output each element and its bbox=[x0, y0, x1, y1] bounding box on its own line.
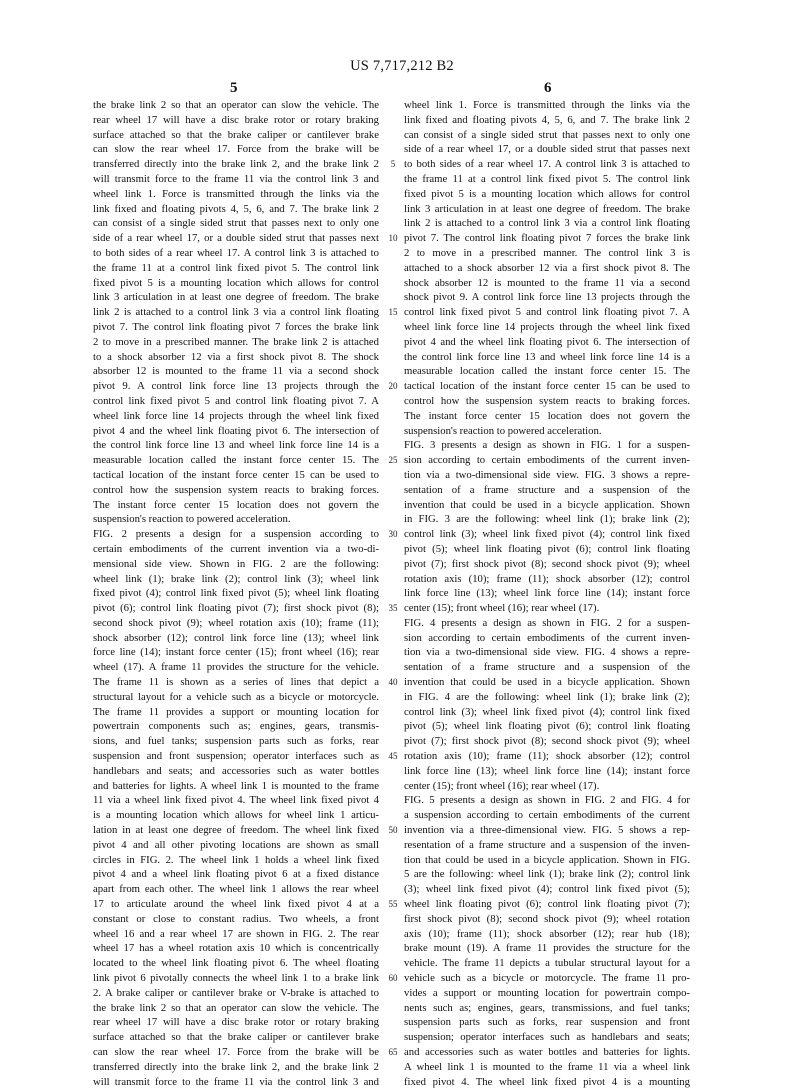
text-line: will transmit force to the frame 11 via the control link 3 and bbox=[93, 172, 379, 185]
text-line: pivot (5); wheel link floating pivot (6); control link floating bbox=[404, 542, 690, 555]
text-line: wheel link force line 14 projects through the wheel link fixed bbox=[93, 409, 379, 422]
text-line: invention that could be used in a bicycle application. Shown bbox=[404, 498, 690, 511]
text-line: transferred directly into the brake link 2, and the brake link 2 bbox=[93, 1060, 379, 1073]
text-line: the control link force line 13 and wheel link force line 14 is a bbox=[404, 350, 690, 363]
text-line: a suspension according to certain embodiments of the current bbox=[404, 809, 690, 822]
text-line: suspension's reaction to powered acceleration. bbox=[93, 513, 291, 526]
text-line: FIG. 4 presents a design as shown in FIG. 2 for a suspen- bbox=[404, 616, 690, 629]
text-line: sion according to certain embodiments of the current inven- bbox=[404, 454, 690, 467]
text-line: wheel link (1); brake link (2); control link (3); wheel link bbox=[93, 572, 379, 585]
text-line: transferred directly into the brake link 2, and the brake link 2 bbox=[93, 158, 379, 171]
text-line: pivot (6); control link floating pivot (7); first shock pivot (8); bbox=[93, 602, 379, 615]
text-line: wheel (17). A frame 11 provides the structure for the vehicle. bbox=[93, 661, 379, 674]
text-line: to a shock absorber 12 via a first shock pivot 8. The shock bbox=[93, 350, 379, 363]
line-number: 10 bbox=[388, 233, 398, 244]
line-number-gutter bbox=[384, 98, 402, 1058]
text-line: and accessories such as water bottles and batteries for lights. bbox=[404, 1046, 690, 1058]
text-line: vides a support or mounting location for powertrain compo- bbox=[404, 986, 690, 999]
text-line: 2 to move in a prescribed manner. The control link 3 is bbox=[404, 246, 690, 259]
text-line: to both sides of a rear wheel 17. A control link 3 is attached to bbox=[404, 158, 690, 171]
text-line: sentation of a frame structure and a suspension of the bbox=[404, 661, 690, 674]
text-line: powertrain components such as; engines, gears, transmis- bbox=[93, 720, 379, 733]
text-line: shock absorber 12 is mounted to the frame 11 via a second bbox=[404, 276, 690, 289]
text-line: 17 to articulate around the wheel link fixed pivot 4 at a bbox=[93, 898, 379, 911]
text-line: suspension's reaction to powered acceleration. bbox=[404, 424, 602, 437]
right-text-column bbox=[404, 98, 690, 1088]
text-line: link force line (13); wheel link force line (14); instant force bbox=[404, 587, 690, 600]
text-line: wheel link force line 14 projects through the wheel link fixed bbox=[404, 320, 690, 333]
text-line: axis (10); frame (11); shock absorber (12); rear hub (18); bbox=[404, 927, 690, 940]
text-line: sion according to certain embodiments of the current inven- bbox=[404, 631, 690, 644]
text-line: control link fixed pivot 5 and control link floating pivot 7. A bbox=[404, 306, 690, 319]
text-line: pivot 7. The control link floating pivot 7 forces the brake link bbox=[93, 320, 379, 333]
line-number: 60 bbox=[388, 973, 398, 984]
text-line: suspension; operator interfaces such as handlebars and seats; bbox=[404, 1031, 690, 1044]
text-line: suspension and front suspension; operator interfaces such as bbox=[93, 750, 379, 763]
text-line: side of a rear wheel 17, or a double sided strut that passes next bbox=[404, 143, 690, 156]
text-line: control how the suspension system reacts to braking forces. bbox=[404, 394, 690, 407]
text-line: control link fixed pivot 5 and control link floating pivot 7. A bbox=[93, 394, 379, 407]
text-line: tactical location of the instant force center 15 can be used to bbox=[93, 468, 379, 481]
line-number: 50 bbox=[388, 825, 398, 836]
line-number: 30 bbox=[388, 529, 398, 540]
left-column-number: 5 bbox=[230, 80, 238, 96]
text-line: first shock pivot (8); second shock pivot (9); wheel rotation bbox=[404, 912, 690, 925]
text-line: tion via a two-dimensional side view. FIG. 4 shows a repre- bbox=[404, 646, 690, 659]
line-number: 20 bbox=[388, 381, 398, 392]
right-column-number: 6 bbox=[544, 80, 552, 96]
text-line: mensional side view. Shown in FIG. 2 are the following: bbox=[93, 557, 379, 570]
text-line: 11 via a wheel link fixed pivot 4. The wheel link fixed pivot 4 bbox=[93, 794, 379, 807]
text-line: FIG. 5 presents a design as shown in FIG. 2 and FIG. 4 for bbox=[404, 794, 690, 807]
text-line: pivot (5); wheel link floating pivot (6); control link floating bbox=[404, 720, 690, 733]
text-line: tactical location of the instant force center 15 can be used to bbox=[404, 380, 690, 393]
text-line: fixed pivot 5 is a mounting location which allows for control bbox=[404, 187, 690, 200]
text-line: rotation axis (10); frame (11); shock absorber (12); control bbox=[404, 572, 690, 585]
text-line: control how the suspension system reacts to braking forces. bbox=[93, 483, 379, 496]
text-line: wheel 17 has a wheel rotation axis 10 which is concentrically bbox=[93, 942, 379, 955]
text-line: sions, and fuel tanks; suspension parts such as forks, rear bbox=[93, 735, 379, 748]
text-line: 5 are the following: wheel link (1); brake link (2); control link bbox=[404, 868, 690, 881]
text-line: circles in FIG. 2. The wheel link 1 holds a wheel link fixed bbox=[93, 853, 379, 866]
text-line: apart from each other. The wheel link 1 allows the rear wheel bbox=[93, 883, 379, 896]
text-line: suspension parts such as forks, rear suspension and front bbox=[404, 1016, 690, 1029]
line-number: 65 bbox=[388, 1047, 398, 1058]
text-line: A wheel link 1 is mounted to the frame 11 via a wheel link bbox=[404, 1060, 690, 1073]
line-number: 25 bbox=[388, 455, 398, 466]
text-line: wheel link 1. Force is transmitted through the links via the bbox=[404, 99, 690, 111]
text-line: can slow the rear wheel 17. Force from the brake will be bbox=[93, 143, 379, 156]
text-line: and batteries for lights. A wheel link 1 is mounted to the frame bbox=[93, 779, 379, 792]
text-line: link pivot 6 pivotally connects the wheel link 1 to a brake link bbox=[93, 972, 379, 985]
text-line: pivot (7); first shock pivot (8); second shock pivot (9); wheel bbox=[404, 735, 690, 748]
text-line: can consist of a single sided strut that passes next to only one bbox=[93, 217, 379, 230]
text-line: surface attached so that the brake caliper or cantilever brake bbox=[93, 1031, 379, 1044]
text-line: vehicle. The frame 11 depicts a tubular structural layout for a bbox=[404, 957, 690, 970]
text-line: the control link force line 13 and wheel link force line 14 is a bbox=[93, 439, 379, 452]
line-number: 15 bbox=[388, 307, 398, 318]
text-line: link fixed and floating pivots 4, 5, 6, and 7. The brake link 2 bbox=[93, 202, 379, 215]
text-line: will transmit force to the frame 11 via the control link 3 and bbox=[93, 1075, 379, 1088]
text-line: invention via a three-dimensional view. FIG. 5 shows a rep- bbox=[404, 824, 690, 837]
text-line: center (15); front wheel (16); rear wheel (17). bbox=[404, 779, 600, 792]
text-line: shock pivot 9. A control link force line 13 projects through the bbox=[404, 291, 690, 304]
text-line: 2 to move in a prescribed manner. The brake link 2 is attached bbox=[93, 335, 379, 348]
text-line: link fixed and floating pivots 4, 5, 6, and 7. The brake link 2 bbox=[404, 113, 690, 126]
text-line: fixed pivot 5 is a mounting location which allows for control bbox=[93, 276, 379, 289]
line-number: 35 bbox=[388, 603, 398, 614]
text-line: 2. A brake caliper or cantilever brake or V-brake is attached to bbox=[93, 986, 379, 999]
text-line: tion that could be used in a bicycle application. Shown in FIG. bbox=[404, 853, 690, 866]
patent-number-header: US 7,717,212 B2 bbox=[350, 58, 454, 74]
text-line: is a mounting location which allows for wheel link 1 articu- bbox=[93, 809, 379, 822]
text-line: pivot 4 and the wheel link floating pivot 6. The intersection of bbox=[93, 424, 379, 437]
text-line: wheel link floating pivot (6); control link floating pivot (7); bbox=[404, 898, 690, 911]
text-line: link 3 articulation in at least one degree of freedom. The brake bbox=[404, 202, 690, 215]
text-line: The frame 11 is shown as a series of lines that depict a bbox=[93, 676, 379, 689]
line-number: 5 bbox=[390, 159, 396, 170]
text-line: lation in at least one degree of freedom. The wheel link fixed bbox=[93, 824, 379, 837]
text-line: rear wheel 17 will have a disc brake rotor or rotary braking bbox=[93, 113, 379, 126]
text-line: FIG. 2 presents a design for a suspension according to bbox=[93, 528, 379, 541]
text-line: measurable location called the instant force center 15. The bbox=[404, 365, 690, 378]
line-number: 40 bbox=[388, 677, 398, 688]
text-line: link force line (13); wheel link force line (14); instant force bbox=[404, 764, 690, 777]
text-line: can slow the rear wheel 17. Force from the brake will be bbox=[93, 1046, 379, 1058]
text-line: link 2 is attached to a control link 3 via a control link floating bbox=[93, 306, 379, 319]
text-line: in FIG. 4 are the following: wheel link (1); brake link (2); bbox=[404, 690, 690, 703]
text-line: measurable location called the instant force center 15. The bbox=[93, 454, 379, 467]
text-line: pivot (7); first shock pivot (8); second shock pivot (9); wheel bbox=[404, 557, 690, 570]
line-number: 55 bbox=[388, 899, 398, 910]
text-line: control link (3); wheel link fixed pivot (4); control link fixed bbox=[404, 705, 690, 718]
text-line: center (15); front wheel (16); rear wheel (17). bbox=[404, 602, 600, 615]
text-line: link 3 articulation in at least one degree of freedom. The brake bbox=[93, 291, 379, 304]
line-number: 45 bbox=[388, 751, 398, 762]
text-line: attached to a shock absorber 12 via a first shock pivot 8. The bbox=[404, 261, 690, 274]
text-line: The instant force center 15 location does not govern the bbox=[404, 409, 690, 422]
text-line: rotation axis (10); frame (11); shock absorber (12); control bbox=[404, 750, 690, 763]
text-line: resentation of a frame structure and a suspension of the inven- bbox=[404, 838, 690, 851]
text-line: constant or close to constant radius. Two wheels, a front bbox=[93, 912, 379, 925]
text-line: pivot 4 and the wheel link floating pivot 6. The intersection of bbox=[404, 335, 690, 348]
text-line: invention that could be used in a bicycle application. Shown bbox=[404, 676, 690, 689]
text-line: located to the wheel link floating pivot 6. The wheel floating bbox=[93, 957, 379, 970]
text-line: sentation of a frame structure and a suspension of the bbox=[404, 483, 690, 496]
text-line: fixed pivot 4. The wheel link fixed pivot 4 is a mounting bbox=[404, 1075, 690, 1088]
text-line: surface attached so that the brake caliper or cantilever brake bbox=[93, 128, 379, 141]
text-line: FIG. 3 presents a design as shown in FIG. 1 for a suspen- bbox=[404, 439, 690, 452]
text-line: absorber 12 is mounted to the frame 11 via a second shock bbox=[93, 365, 379, 378]
text-line: certain embodiments of the current invention via a two-di- bbox=[93, 542, 379, 555]
text-line: can consist of a single sided strut that passes next to only one bbox=[404, 128, 690, 141]
text-line: handlebars and seats; and accessories such as water bottles bbox=[93, 764, 379, 777]
text-line: tion via a two-dimensional side view. FIG. 3 shows a repre- bbox=[404, 468, 690, 481]
text-line: shock absorber (12); control link force line (13); wheel link bbox=[93, 631, 379, 644]
text-line: wheel link 1. Force is transmitted through the links via the bbox=[93, 187, 379, 200]
text-line: pivot 7. The control link floating pivot 7 forces the brake link bbox=[404, 232, 690, 245]
text-line: second shock pivot (9); wheel rotation axis (10); frame (11); bbox=[93, 616, 379, 629]
text-line: (3); wheel link fixed pivot (4); control link fixed pivot (5); bbox=[404, 883, 690, 896]
text-line: The frame 11 provides a support or mounting location for bbox=[93, 705, 379, 718]
text-line: pivot 4 and all other pivoting locations are shown as small bbox=[93, 838, 379, 851]
text-line: pivot 9. A control link force line 13 projects through the bbox=[93, 380, 379, 393]
text-line: structural layout for a vehicle such as a bicycle or motorcycle. bbox=[93, 690, 379, 703]
text-line: force line (14); instant force center (15); front wheel (16); rear bbox=[93, 646, 379, 659]
text-line: fixed pivot (4); control link fixed pivot (5); wheel link floating bbox=[93, 587, 379, 600]
text-line: side of a rear wheel 17, or a double sided strut that passes next bbox=[93, 232, 379, 245]
text-line: in FIG. 3 are the following: wheel link (1); brake link (2); bbox=[404, 513, 690, 526]
left-text-column bbox=[93, 98, 379, 1088]
text-line: link 2 is attached to a control link 3 via a control link floating bbox=[404, 217, 690, 230]
text-line: wheel 16 and a rear wheel 17 are shown in FIG. 2. The rear bbox=[93, 927, 379, 940]
text-line: the brake link 2 so that an operator can slow the vehicle. The bbox=[93, 1001, 379, 1014]
text-line: pivot 4 and a wheel link floating pivot 6 at a fixed distance bbox=[93, 868, 379, 881]
text-line: nents such as; engines, gears, transmissions, and fuel tanks; bbox=[404, 1001, 690, 1014]
text-line: the brake link 2 so that an operator can slow the vehicle. The bbox=[93, 99, 379, 111]
text-line: the frame 11 at a control link fixed pivot 5. The control link bbox=[404, 172, 690, 185]
text-line: the frame 11 at a control link fixed pivot 5. The control link bbox=[93, 261, 379, 274]
text-line: control link (3); wheel link fixed pivot (4); control link fixed bbox=[404, 528, 690, 541]
text-line: rear wheel 17 will have a disc brake rotor or rotary braking bbox=[93, 1016, 379, 1029]
text-line: brake mount (19). A frame 11 provides the structure for the bbox=[404, 942, 690, 955]
text-line: The instant force center 15 location does not govern the bbox=[93, 498, 379, 511]
text-line: vehicle such as a bicycle or motorcycle. The frame 11 pro- bbox=[404, 972, 690, 985]
text-line: to both sides of a rear wheel 17. A control link 3 is attached to bbox=[93, 246, 379, 259]
